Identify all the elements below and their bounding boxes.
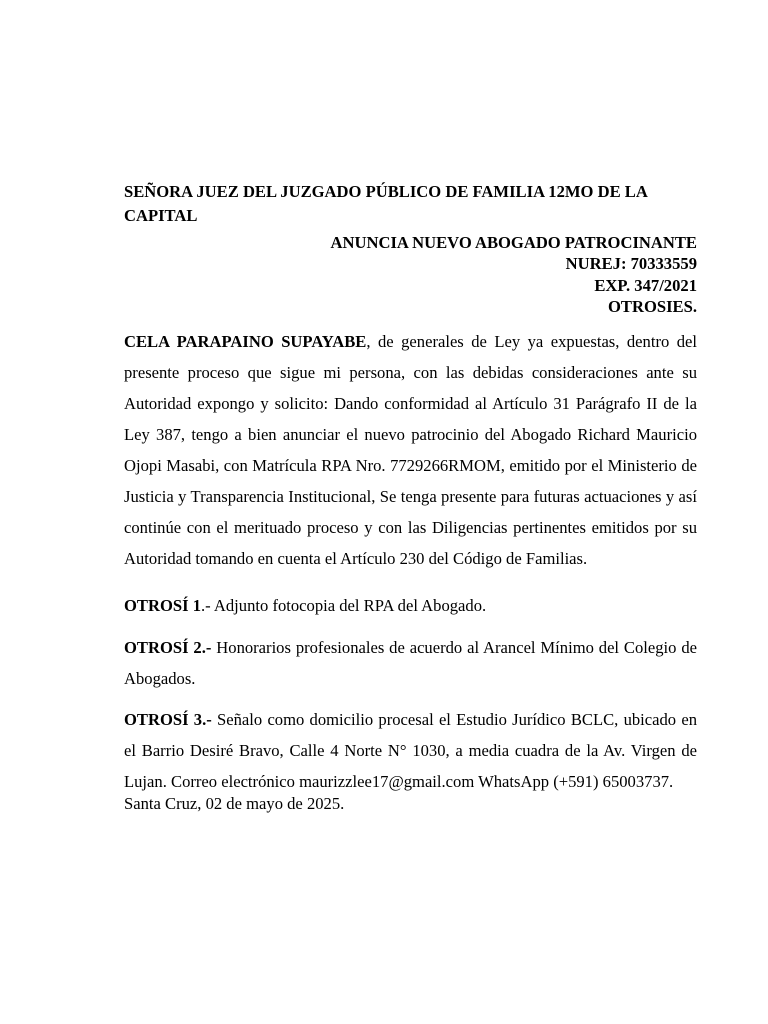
otrosi-2-paragraph xyxy=(124,632,697,694)
otrosi-1-paragraph xyxy=(124,590,697,621)
party-name: CELA PARAPAINO SUPAYABE xyxy=(124,332,367,352)
otrosi-3-text: Señalo como domicilio procesal el Estudio Jurídico BCLC, ubicado en el Barrio Desiré Bravo, Calle 4 Norte N° 1030, a media cuadra de la Av. Virgen de Lujan. Correo electrónico maurizzlee17@gmail.com WhatsApp (+591) 65003737. xyxy=(124,710,698,792)
place-and-date: Santa Cruz, 02 de mayo de 2025. xyxy=(124,794,345,814)
petition-text: , de generales de Ley ya expuestas, dentro del presente proceso que sigue mi persona, con las debidas consideraciones ante su Autoridad expongo y solicito: Dando conformidad al Artículo 31 Parágrafo II de la Ley 387, tengo a bien anunciar el nuevo patrocinio del Abogado Richard Mauricio Ojopi Masabi, con Matrícula RPA Nro. 7729266RMOM, emitido por el Ministerio de Justicia y Transparencia Institucional, Se tenga presente para futuras actuaciones y así continúe con el merituado proceso y con las Diligencias pertinentes emitidos por su Autoridad tomando en cuenta el Artículo 230 del Código de Familias. xyxy=(124,332,698,569)
document-subject: ANUNCIA NUEVO ABOGADO PATROCINANTE xyxy=(330,233,697,252)
reference-block xyxy=(124,232,697,317)
nurej-number: NUREJ: 70333559 xyxy=(565,254,697,274)
addressee-heading: SEÑORA JUEZ DEL JUZGADO PÚBLICO DE FAMILIA 12MO DE LA CAPITAL xyxy=(124,182,647,225)
legal-document xyxy=(124,180,697,819)
otrosies-label: OTROSIES. xyxy=(608,296,697,316)
otrosi-2-text: Honorarios profesionales de acuerdo al Arancel Mínimo del Colegio de Abogados. xyxy=(124,638,698,689)
otrosi-1-text: .- Adjunto fotocopia del RPA del Abogado. xyxy=(201,596,487,616)
otrosi-3-paragraph xyxy=(124,704,697,797)
otrosi-3-label: OTROSÍ 3.- xyxy=(124,710,212,730)
main-petition-paragraph xyxy=(124,326,697,574)
expediente-number: EXP. 347/2021 xyxy=(594,275,697,295)
otrosi-1-label: OTROSÍ 1 xyxy=(124,596,201,616)
otrosi-2-label: OTROSÍ 2.- xyxy=(124,638,212,658)
